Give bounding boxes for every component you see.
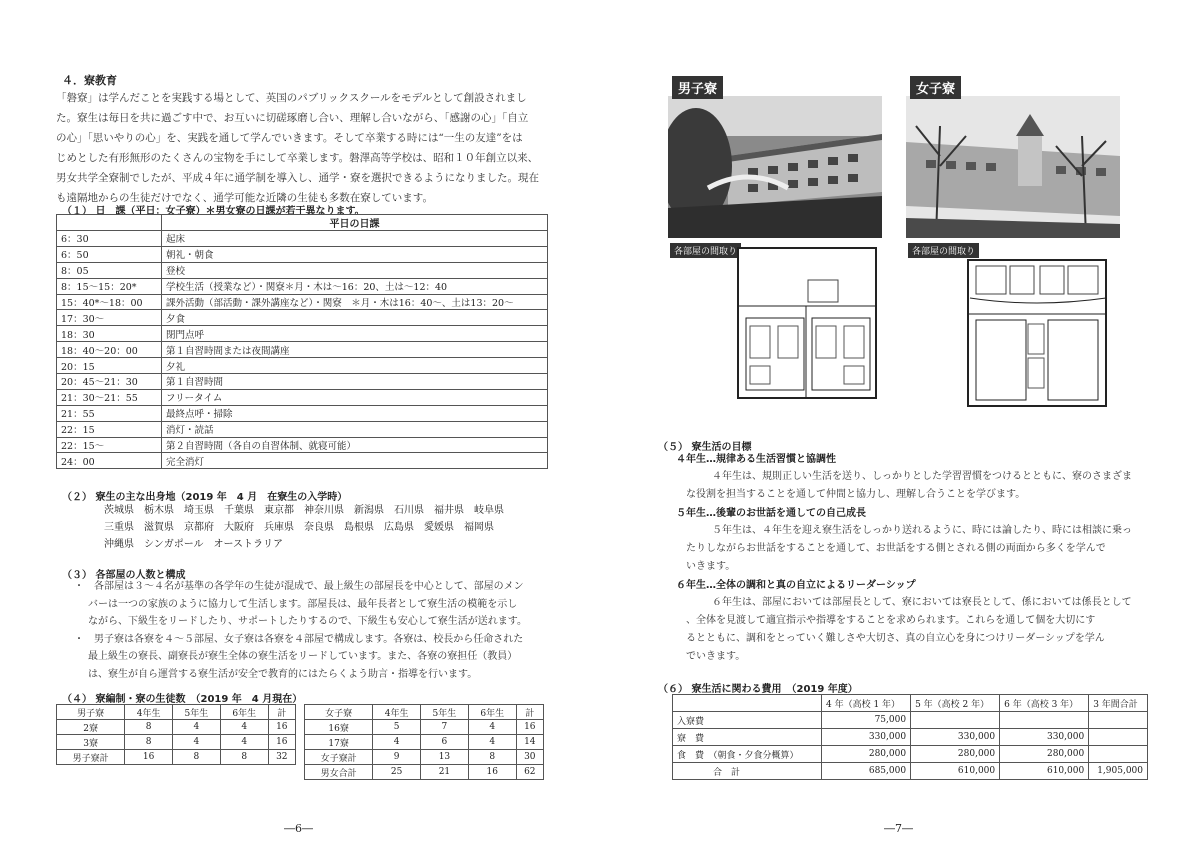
origin-list bbox=[104, 502, 554, 553]
table-row: 16寮 5 7 4 16 bbox=[305, 720, 544, 735]
boys-dorm-caption: 男子寮 bbox=[672, 76, 723, 99]
table-row: 8：15～15：20* 学校生活（授業など）・関寮＊月・木は～16：20、土は～12：40 bbox=[57, 278, 548, 294]
goals-block bbox=[676, 452, 1150, 666]
origin-heading: （２） 寮生の主な出身地（2019 年 4 月 在寮生の入学時） bbox=[62, 492, 348, 503]
table-row: 18：40～20：00 第１自習時間または夜間講座 bbox=[57, 342, 548, 358]
table-row: 2寮 8 4 4 16 bbox=[57, 720, 296, 735]
goal-title: ４年生…規律ある生活習慣と協調性 bbox=[676, 454, 836, 465]
table-row: 食 費 （朝食・夕食分概算） 280,000 280,000 280,000 bbox=[673, 746, 1148, 763]
girls-dorm-photo bbox=[906, 96, 1120, 238]
intro-line: 男女共学全寮制でしたが、平成４年に通学制を導入し、通学・寮を選択できるようになりました。現在 bbox=[56, 172, 539, 184]
table-row: 17寮 4 6 4 14 bbox=[305, 735, 544, 750]
goal-text: ５年生は、４年生を迎え寮生活をしっかり送れるように、時には論したり、時には相談に乗っ たりしながらお世話をすることを通して、お世話をする側とされる側の両面から多くを学んで いきます。 bbox=[686, 525, 1132, 572]
girls-plan-caption: 各部屋の間取り bbox=[908, 243, 979, 258]
table-row: 24：00 完全消灯 bbox=[57, 453, 548, 469]
list-item: 茨城県 栃木県 埼玉県 千葉県 東京都 神奈川県 新潟県 石川県 福井県 岐阜県 bbox=[104, 505, 504, 516]
goal-title: ６年生…全体の調和と真の自立によるリーダーシップ bbox=[676, 580, 916, 591]
intro-line: も遠隔地からの生徒だけでなく、通学可能な近隣の生徒も多数在寮しています。 bbox=[56, 192, 433, 204]
intro-line: た。寮生は毎日を共に過ごす中で、お互いに切磋琢磨し合い、理解し合いながら、「感謝の心」「自立 bbox=[56, 112, 529, 124]
cost-table: 4 年（高校 1 年） 5 年（高校 2 年） 6 年（高校 3 年） 3 年間合計 入寮費 75,000 寮 費 330,000 330,000 330,000 食 費 （朝食・夕食分概算） 280,000 280,000 280,000 合 計 685,000 610,000 610,000 1,905,000 bbox=[672, 694, 1148, 780]
table-row: 21：55 最終点呼・掃除 bbox=[57, 405, 548, 421]
girls-count-table: 女子寮 4年生 5年生 6年生 計 16寮 5 7 4 16 17寮 4 6 4 14 女子寮計 9 13 8 30 男女合計 25 21 16 62 bbox=[304, 704, 544, 780]
table-row: 8：05 登校 bbox=[57, 262, 548, 278]
girls-dorm-photo-drawing bbox=[906, 96, 1120, 238]
boys-plan-caption: 各部屋の間取り bbox=[670, 243, 741, 258]
table-row: 男女合計 25 21 16 62 bbox=[305, 765, 544, 780]
table-row: 6：30 起床 bbox=[57, 231, 548, 247]
table-row: 男子寮計 16 8 8 32 bbox=[57, 750, 296, 765]
intro-paragraph bbox=[56, 88, 552, 208]
boys-floor-plan bbox=[736, 246, 880, 404]
intro-line: じめとした有形無形のたくさんの宝物を手にして卒業します。磐澤高等学校は、昭和１０年創立以来、 bbox=[56, 152, 539, 164]
table-row: 入寮費 75,000 bbox=[673, 712, 1148, 729]
cost-heading: （６） 寮生活に関わる費用 （2019 年度） bbox=[658, 684, 858, 695]
boys-dorm-photo bbox=[668, 96, 882, 238]
count-heading: （４） 寮編制・寮の生徒数 （2019 年 4 月現在） bbox=[62, 694, 303, 705]
goal-text: ４年生は、規則正しい生活を送り、しっかりとした学習習慣をつけるとともに、寮のさまざま な役割を担当することを通して仲間と協力し、理解し合うことを学びます。 bbox=[686, 471, 1132, 500]
schedule-table bbox=[56, 214, 548, 469]
boys-count-table: 男子寮 4年生 5年生 6年生 計 2寮 8 4 4 16 3寮 8 4 4 16 男子寮計 16 8 8 32 bbox=[56, 704, 296, 765]
goal-title: ５年生…後輩のお世話を通しての自己成長 bbox=[676, 508, 866, 519]
table-row: 20：15 夕礼 bbox=[57, 358, 548, 374]
table-row: 寮 費 330,000 330,000 330,000 bbox=[673, 729, 1148, 746]
page-number-left: ―6― bbox=[284, 822, 313, 835]
room-paragraph: ・ 各部屋は３～４名が基準の各学年の生徒が混成で、最上級生の部屋長を中心として、部屋のメン バーは一つの家族のように協力して生活します。部屋長は、最年長者として寮生活の模範を示し ながら、下級生をリードしたり、サポートしたりするので、下級生も安心して寮生活が送れます。 ・ 男子寮は各寮を４～５部屋、女子寮は各寮を４部屋で構成します。各寮は、校長から任命された 最上級生の寮長、副寮長が寮生全体の寮生活をリードしています。また、各寮の寮担任（教員） は、寮生が自ら運営する寮生活が安全で教育的にはたらくよう助言・指導を行います。 bbox=[74, 581, 527, 680]
schedule-heading: （１） 日 課（平日：女子寮）＊男女寮の日課が若干異なります。 bbox=[62, 206, 365, 217]
goal-text: ６年生は、部屋においては部屋長として、寮においては寮長として、係においては係長として 、全体を見渡して適宜指示や指導をすることを求められます。これらを通して個を大切にす るとともに、調和をとっていく難しさや大切さ、真の自立心を身につけリーダーシップを学ん でいきます。 bbox=[686, 597, 1132, 662]
table-row: 15：40*～18：00 課外活動（部活動・課外講座など）・関寮 ＊月・木は16：40～、土は13：20～ bbox=[57, 294, 548, 310]
boys-dorm-photo-drawing bbox=[668, 96, 882, 238]
table-row: 22：15 消灯・読話 bbox=[57, 421, 548, 437]
girls-floor-plan bbox=[966, 258, 1110, 410]
section-title: ４．寮教育 bbox=[62, 74, 117, 87]
goal-heading: （５） 寮生活の目標 bbox=[658, 442, 752, 453]
page-number-right: ―7― bbox=[884, 822, 913, 835]
table-row: 17：30～ 夕食 bbox=[57, 310, 548, 326]
table-row: 女子寮計 9 13 8 30 bbox=[305, 750, 544, 765]
table-row: 6：50 朝礼・朝食 bbox=[57, 246, 548, 262]
table-row: 18：30 閉門点呼 bbox=[57, 326, 548, 342]
table-row: 21：30～21：55 フリータイム bbox=[57, 389, 548, 405]
intro-line: の心」「思いやりの心」を、実践を通して学んでいきます。そして卒業する時には“一生の友達”をは bbox=[56, 132, 523, 144]
table-row: 22：15～ 第２自習時間（各自の自習体制、就寝可能） bbox=[57, 437, 548, 453]
table-row: 3寮 8 4 4 16 bbox=[57, 735, 296, 750]
room-heading: （３） 各部屋の人数と構成 bbox=[62, 570, 186, 581]
list-item: 三重県 滋賀県 京都府 大阪府 兵庫県 奈良県 島根県 広島県 愛媛県 福岡県 bbox=[104, 522, 494, 533]
table-row: 合 計 685,000 610,000 610,000 1,905,000 bbox=[673, 763, 1148, 780]
intro-line: 「磐寮」は学んだことを実践する場として、英国のパブリックスクールをモデルとして創設されまし bbox=[56, 92, 527, 104]
girls-dorm-caption: 女子寮 bbox=[910, 76, 961, 99]
list-item: 沖縄県 シンガポール オーストラリア bbox=[104, 539, 284, 550]
table-row: 20：45～21：30 第１自習時間 bbox=[57, 374, 548, 390]
schedule-header: 平日の日課 bbox=[162, 215, 548, 231]
